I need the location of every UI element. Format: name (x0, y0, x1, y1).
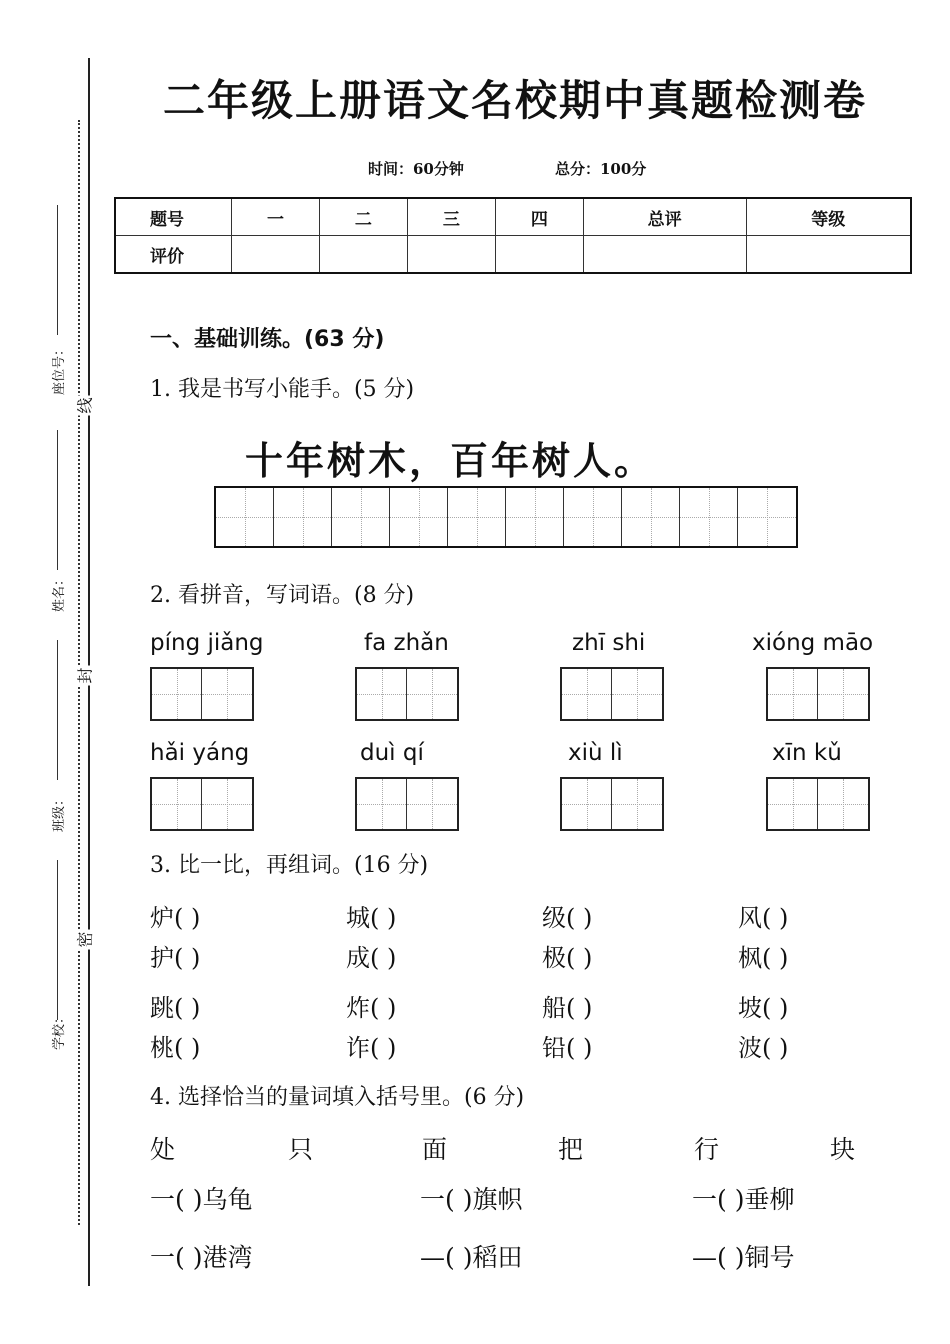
q1-proverb: 十年树木，百年树人。 (244, 439, 655, 483)
compare-item: 铅( ) (542, 1034, 593, 1062)
measure-word-blank: 一( )乌龟 (150, 1185, 253, 1214)
writing-cell[interactable] (202, 779, 252, 829)
measure-word-blank: —( )稻田 (420, 1243, 523, 1272)
compare-item: 风( ) (738, 904, 789, 932)
compare-item: 桃( ) (150, 1034, 201, 1062)
pinyin-label: xīn kǔ (772, 740, 842, 766)
score-table-header-row (115, 198, 911, 236)
compare-item: 炉( ) (150, 904, 201, 932)
writing-cell[interactable] (357, 669, 407, 719)
eval-cell[interactable] (495, 236, 583, 274)
score-header-cell: 四 (495, 198, 583, 236)
compare-item: 炸( ) (346, 994, 397, 1022)
measure-word-option: 块 (830, 1135, 856, 1164)
school-rule (57, 860, 58, 1020)
eval-cell[interactable] (232, 236, 320, 274)
compare-item: 成( ) (346, 944, 397, 972)
compare-item: 船( ) (542, 994, 593, 1022)
score-header-cell: 等级 (746, 198, 911, 236)
score-header-cell: 总评 (583, 198, 746, 236)
binding-char-feng: 封 (73, 665, 96, 685)
pinyin-answer-box[interactable] (560, 667, 664, 721)
measure-word-blank: —( )铜号 (692, 1243, 795, 1272)
seat-label: 座位号： (52, 342, 67, 395)
writing-cell[interactable] (274, 488, 332, 546)
writing-cell[interactable] (768, 779, 818, 829)
writing-cell[interactable] (390, 488, 448, 546)
eval-cell[interactable] (583, 236, 746, 274)
writing-cell[interactable] (564, 488, 622, 546)
eval-cell[interactable] (319, 236, 407, 274)
writing-cell[interactable] (332, 488, 390, 546)
time-text: 时间：60分钟 (368, 160, 464, 178)
eval-cell[interactable] (746, 236, 911, 274)
score-header-cell: 题号 (115, 198, 232, 236)
writing-cell[interactable] (407, 779, 457, 829)
measure-word-option: 处 (150, 1135, 176, 1164)
q1-title: 1. 我是书写小能手。(5 分) (150, 377, 415, 402)
compare-item: 护( ) (150, 944, 201, 972)
binding-char-mi: 密 (73, 929, 96, 949)
writing-cell[interactable] (612, 779, 662, 829)
measure-word-blank: 一( )垂柳 (692, 1185, 795, 1214)
writing-cell[interactable] (357, 779, 407, 829)
q3-title: 3. 比一比，再组词。(16 分) (150, 853, 429, 878)
score-table (114, 197, 912, 274)
eval-cell[interactable] (407, 236, 495, 274)
measure-word-option: 把 (558, 1135, 584, 1164)
pinyin-label: xióng māo (752, 630, 874, 656)
q1-writing-grid[interactable] (214, 486, 798, 548)
writing-cell[interactable] (818, 669, 868, 719)
score-header-cell: 二 (319, 198, 407, 236)
pinyin-label: zhī shi (572, 630, 646, 656)
compare-item: 枫( ) (738, 944, 789, 972)
measure-word-option: 面 (422, 1135, 448, 1164)
score-header-cell: 三 (407, 198, 495, 236)
pinyin-label: xiù lì (568, 740, 623, 766)
school-label: 学校： (52, 1010, 67, 1050)
pinyin-label: píng jiǎng (150, 630, 264, 656)
name-label: 姓名： (52, 572, 67, 612)
writing-cell[interactable] (622, 488, 680, 546)
writing-cell[interactable] (506, 488, 564, 546)
writing-cell[interactable] (680, 488, 738, 546)
name-rule (57, 430, 58, 570)
pinyin-label: duì qí (360, 740, 424, 766)
measure-word-blank: 一( )旗帜 (420, 1185, 523, 1214)
pinyin-label: hǎi yáng (150, 740, 250, 766)
eval-label-cell: 评价 (115, 236, 232, 274)
writing-cell[interactable] (216, 488, 274, 546)
pinyin-answer-box[interactable] (150, 777, 254, 831)
writing-cell[interactable] (152, 669, 202, 719)
measure-word-option: 行 (694, 1135, 720, 1164)
class-label: 班级： (52, 792, 67, 832)
writing-cell[interactable] (448, 488, 506, 546)
q4-title: 4. 选择恰当的量词填入括号里。(6 分) (150, 1085, 525, 1110)
writing-cell[interactable] (202, 669, 252, 719)
page-title: 二年级上册语文名校期中真题检测卷 (162, 76, 867, 125)
measure-word-blank: 一( )港湾 (150, 1243, 253, 1272)
total-score-text: 总分：100分 (555, 160, 647, 178)
compare-item: 级( ) (542, 904, 593, 932)
pinyin-answer-box[interactable] (766, 777, 870, 831)
compare-item: 跳( ) (150, 994, 201, 1022)
binding-char-xian: 线 (73, 395, 96, 415)
pinyin-answer-box[interactable] (560, 777, 664, 831)
score-table-eval-row (115, 236, 911, 274)
seat-rule (57, 205, 58, 335)
pinyin-answer-box[interactable] (355, 777, 459, 831)
writing-cell[interactable] (407, 669, 457, 719)
score-header-cell: 一 (232, 198, 320, 236)
writing-cell[interactable] (562, 669, 612, 719)
pinyin-answer-box[interactable] (766, 667, 870, 721)
compare-item: 坡( ) (738, 994, 789, 1022)
compare-item: 波( ) (738, 1034, 789, 1062)
q2-title: 2. 看拼音，写词语。(8 分) (150, 583, 415, 608)
writing-cell[interactable] (562, 779, 612, 829)
section-1-title: 一、基础训练。(63 分) (150, 327, 385, 352)
writing-cell[interactable] (818, 779, 868, 829)
pinyin-answer-box[interactable] (150, 667, 254, 721)
measure-word-option: 只 (288, 1135, 314, 1164)
writing-cell[interactable] (768, 669, 818, 719)
writing-cell[interactable] (612, 669, 662, 719)
compare-item: 城( ) (346, 904, 397, 932)
compare-item: 极( ) (542, 944, 593, 972)
pinyin-label: fa zhǎn (364, 630, 449, 656)
class-rule (57, 640, 58, 780)
writing-cell[interactable] (152, 779, 202, 829)
compare-item: 诈( ) (346, 1034, 397, 1062)
writing-cell[interactable] (738, 488, 796, 546)
pinyin-answer-box[interactable] (355, 667, 459, 721)
